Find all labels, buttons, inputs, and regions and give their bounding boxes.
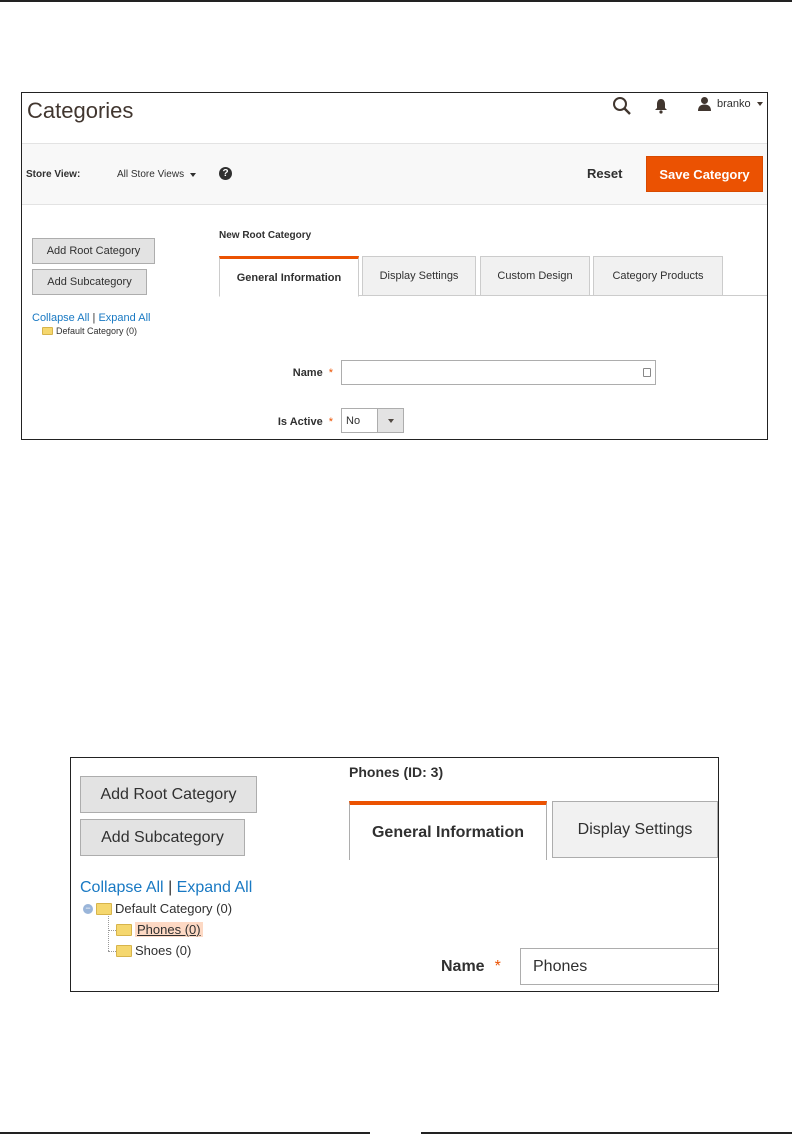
- tree-node-label: Default Category (0): [115, 901, 233, 916]
- category-title: New Root Category: [219, 230, 312, 241]
- save-category-button[interactable]: Save Category: [646, 156, 763, 192]
- help-icon[interactable]: ?: [219, 167, 232, 180]
- tree-connector: [108, 913, 109, 951]
- tree-connector: [108, 930, 116, 931]
- tree-node-label-selected: Phones (0): [137, 922, 201, 937]
- expand-all-link[interactable]: Expand All: [176, 879, 253, 896]
- tab-custom-design[interactable]: Custom Design: [480, 256, 590, 296]
- add-subcategory-button[interactable]: Add Subcategory: [80, 819, 245, 856]
- is-active-label-text: Is Active: [277, 416, 323, 428]
- tab-display-settings[interactable]: Display Settings: [552, 801, 718, 858]
- screenshot-phones-category: [70, 757, 719, 992]
- tree-connector: [108, 951, 116, 952]
- store-view-label: Store View:: [26, 169, 81, 180]
- store-view-value: All Store Views: [117, 169, 185, 180]
- user-name: branko: [717, 97, 751, 110]
- tree-node-shoes[interactable]: [116, 943, 191, 958]
- is-active-value: No: [346, 414, 361, 427]
- search-icon[interactable]: [612, 96, 632, 116]
- tree-node-label: Shoes (0): [135, 943, 192, 958]
- folder-icon: [116, 945, 132, 957]
- is-active-select[interactable]: [341, 408, 404, 433]
- tree-controls: [32, 312, 150, 324]
- name-label-text: Name: [441, 958, 485, 975]
- caret-down-icon: [757, 102, 763, 106]
- tab-display-settings[interactable]: Display Settings: [362, 256, 476, 296]
- name-field-label: [253, 367, 333, 379]
- user-menu[interactable]: [697, 96, 763, 111]
- required-asterisk: *: [328, 416, 333, 428]
- add-root-category-button[interactable]: Add Root Category: [32, 238, 155, 264]
- page-title: Categories: [27, 98, 134, 123]
- category-tabs: [219, 256, 768, 296]
- name-input[interactable]: Phones: [520, 948, 719, 985]
- required-asterisk: *: [328, 367, 333, 379]
- name-input[interactable]: [341, 360, 656, 385]
- expand-all-link[interactable]: Expand All: [98, 312, 151, 324]
- screenshot-new-root-category: [21, 92, 768, 440]
- collapse-node-icon[interactable]: −: [83, 904, 93, 914]
- store-view-switcher[interactable]: [117, 169, 196, 180]
- name-field-label: [441, 958, 501, 976]
- collapse-all-link[interactable]: Collapse All: [80, 879, 164, 896]
- tab-general-information[interactable]: General Information: [349, 801, 547, 860]
- bell-icon[interactable]: [654, 98, 668, 114]
- folder-icon: [116, 924, 132, 936]
- add-subcategory-button[interactable]: Add Subcategory: [32, 269, 147, 295]
- tree-controls: [80, 879, 252, 897]
- category-title: Phones (ID: 3): [349, 764, 444, 780]
- page-top-rule: [0, 0, 792, 2]
- tree-node-phones[interactable]: [116, 922, 203, 937]
- caret-down-icon: [190, 173, 196, 177]
- required-asterisk: *: [494, 958, 501, 975]
- is-active-field-label: [253, 416, 333, 428]
- keyboard-icon: [643, 368, 651, 377]
- tree-node-label: Default Category (0): [56, 326, 138, 336]
- tree-node-default-category[interactable]: [42, 326, 137, 336]
- folder-icon: [96, 903, 112, 915]
- folder-icon: [42, 327, 53, 335]
- dropdown-arrow-icon: [377, 409, 403, 432]
- name-label-text: Name: [292, 367, 323, 379]
- tab-general-information[interactable]: General Information: [219, 256, 359, 297]
- tab-category-products[interactable]: Category Products: [593, 256, 723, 296]
- footer-rule-right: [421, 1132, 792, 1134]
- footer-rule-left: [0, 1132, 370, 1134]
- user-icon: [697, 96, 712, 111]
- tree-controls-separator: |: [92, 312, 96, 324]
- category-tabs: [349, 801, 719, 859]
- page-actions-bar: [22, 143, 768, 205]
- add-root-category-button[interactable]: Add Root Category: [80, 776, 257, 813]
- collapse-all-link[interactable]: Collapse All: [32, 312, 90, 324]
- reset-button[interactable]: Reset: [587, 166, 623, 181]
- tree-node-default-category[interactable]: [83, 901, 232, 916]
- tree-controls-separator: |: [168, 879, 173, 896]
